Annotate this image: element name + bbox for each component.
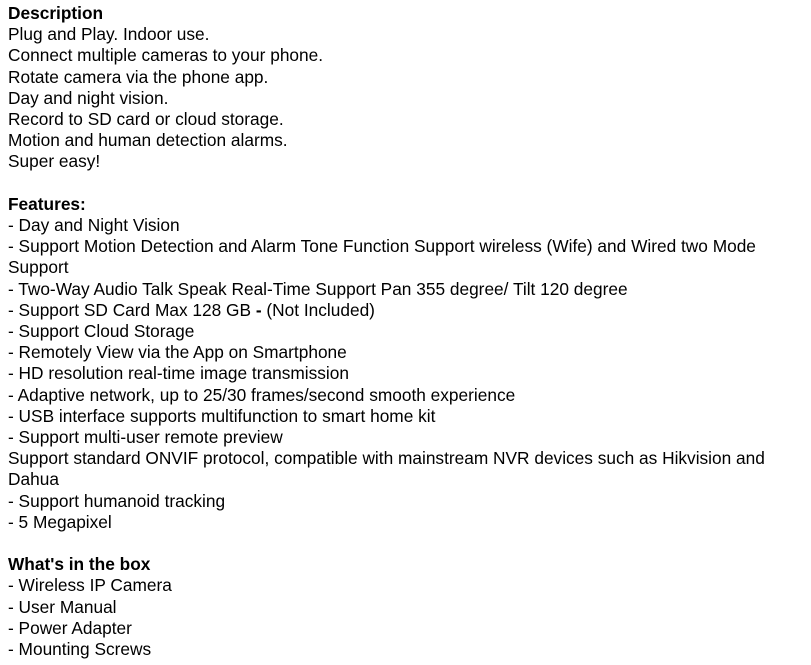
description-line: Day and night vision. (8, 87, 169, 108)
description-line: Rotate camera via the phone app. (8, 66, 269, 87)
feature-item: - Adaptive network, up to 25/30 frames/second smooth experience (8, 384, 516, 405)
box-item: - Wireless IP Camera (8, 575, 172, 596)
feature-item: - Two-Way Audio Talk Speak Real-Time Support Pan 355 degree/ Tilt 120 degree (8, 278, 628, 299)
feature-item-sd-card (8, 300, 808, 321)
box-item: - Mounting Screws (8, 639, 152, 660)
description-line: Connect multiple cameras to your phone. (8, 45, 324, 66)
feature-item: - Day and Night Vision (8, 215, 180, 236)
description-heading: Description (8, 3, 104, 23)
feature-item: - Support multi-user remote preview (8, 427, 283, 448)
feature-item: - HD resolution real-time image transmission (8, 363, 349, 384)
features-heading: Features: (8, 193, 86, 214)
section-spacer (8, 173, 808, 194)
feature-item: - Remotely View via the App on Smartphone (8, 342, 347, 363)
feature-sd-dash: - (255, 299, 262, 320)
description-line: Motion and human detection alarms. (8, 130, 288, 151)
box-contents-heading: What's in the box (8, 554, 151, 575)
box-item: - User Manual (8, 596, 117, 617)
feature-item: - USB interface supports multifunction to smart home kit (8, 405, 436, 426)
feature-item: - Support Cloud Storage (8, 321, 195, 342)
feature-item: - Support humanoid tracking (8, 490, 226, 511)
description-line: Plug and Play. Indoor use. (8, 24, 210, 45)
feature-sd-text: - Support SD Card Max 128 GB (8, 299, 252, 320)
feature-sd-note: (Not Included) (261, 299, 375, 320)
section-spacer (8, 533, 808, 554)
feature-item: Support standard ONVIF protocol, compatible with mainstream NVR devices such as Hikvision and Dahua (8, 448, 765, 490)
box-item: - Power Adapter (8, 617, 132, 638)
feature-item: - Support Motion Detection and Alarm Tone Function Support wireless (Wife) and Wired two Mode Support (8, 236, 756, 278)
product-description-document (8, 3, 808, 660)
description-line: Super easy! (8, 151, 101, 172)
feature-item: - 5 Megapixel (8, 511, 112, 532)
description-line: Record to SD card or cloud storage. (8, 109, 284, 130)
